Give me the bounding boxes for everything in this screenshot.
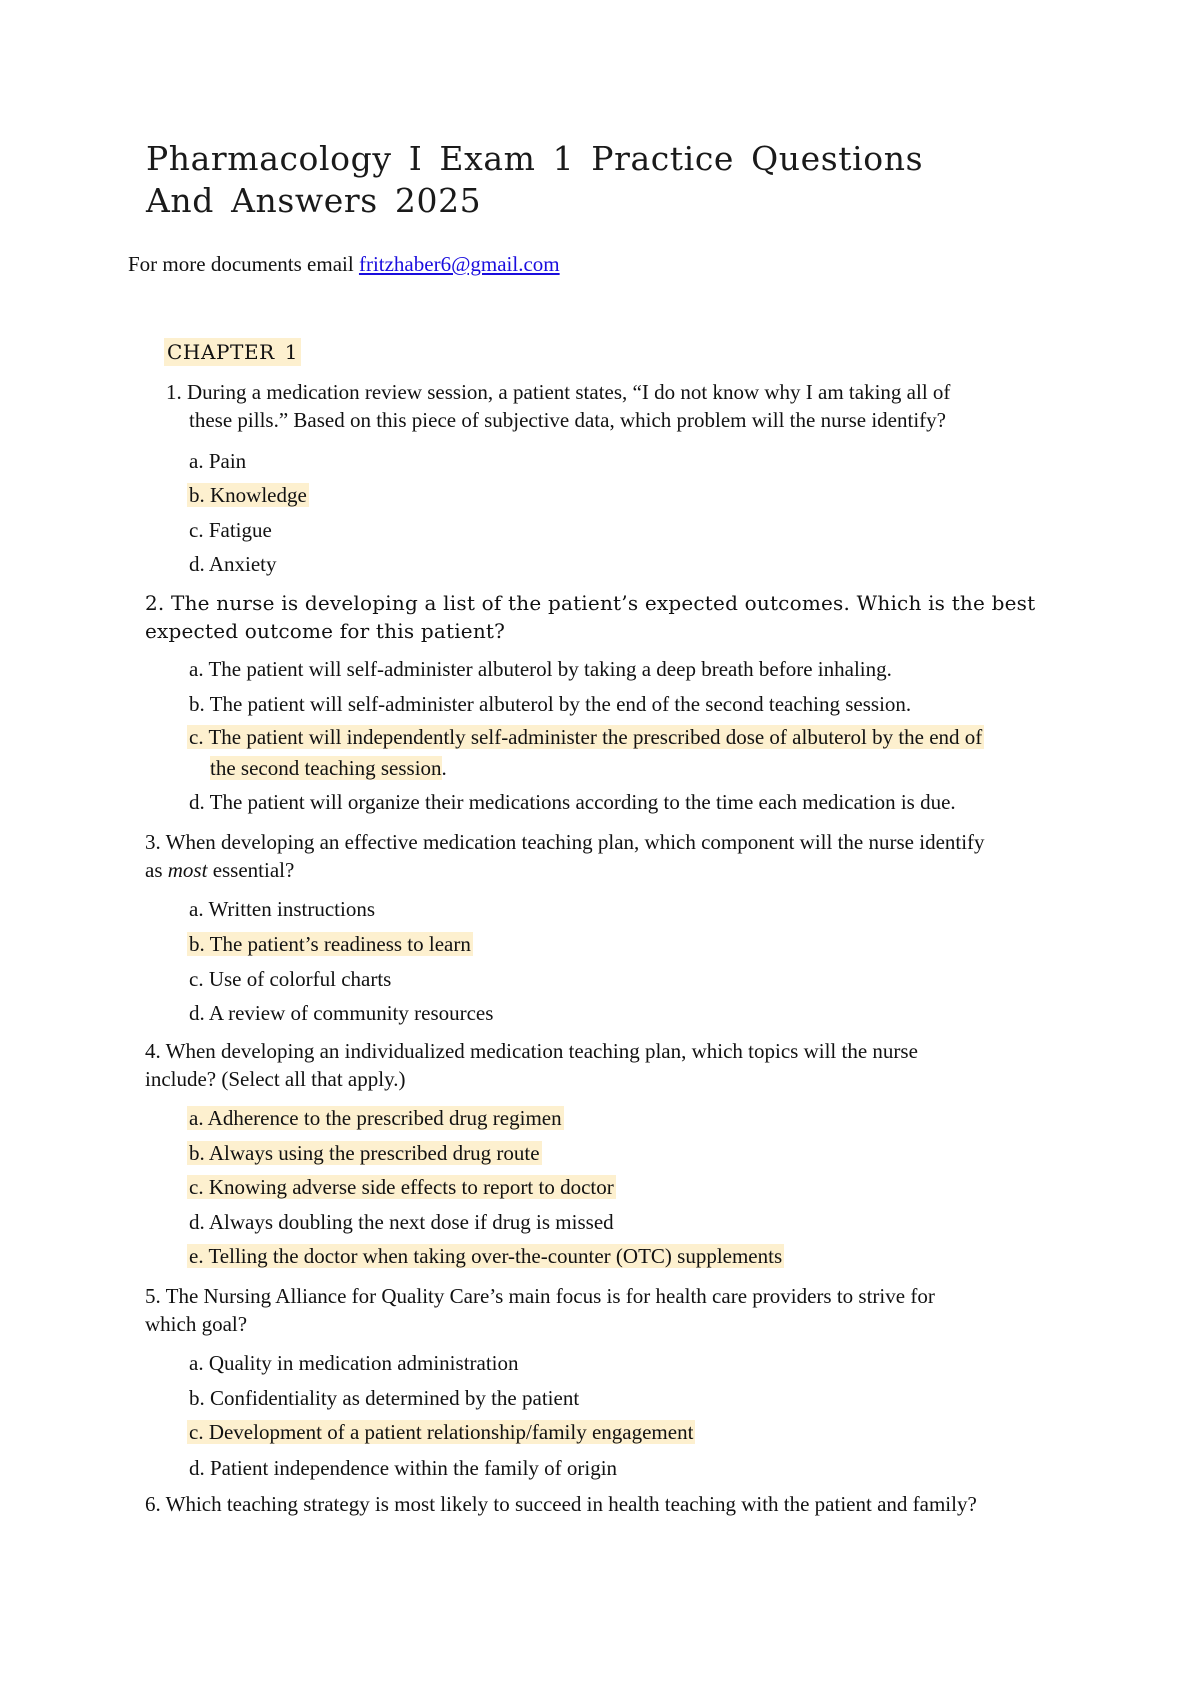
answer-option: a. The patient will self-administer albuterol by taking a deep breath before inhaling. (189, 657, 892, 681)
question-2 (145, 589, 1035, 645)
answer-option: a. Pain (189, 449, 247, 473)
answer-option-correct: b. Always using the prescribed drug route (189, 1141, 540, 1165)
question-3 (145, 828, 985, 884)
question-4-line-2: include? (Select all that apply.) (145, 1067, 406, 1091)
question-5 (145, 1282, 935, 1338)
question-3-line-1: 3. When developing an effective medication teaching plan, which component will the nurse identify (145, 830, 985, 854)
question-6 (145, 1490, 977, 1518)
question-5-line-2: which goal? (145, 1312, 248, 1336)
answer-option-correct: a. Adherence to the prescribed drug regimen (189, 1106, 562, 1130)
answer-option: a. Written instructions (189, 897, 375, 921)
answer-option-correct: c. The patient will independently self-administer the prescribed dose of albuterol by the end of (189, 725, 983, 749)
question-3-line-2: as most essential? (145, 858, 295, 882)
question-6-line-1: 6. Which teaching strategy is most likely to succeed in health teaching with the patient and family? (145, 1492, 977, 1516)
answer-option-correct: c. Knowing adverse side effects to report to doctor (189, 1175, 614, 1199)
question-1 (166, 378, 950, 434)
document-title: Pharmacology I Exam 1 Practice Questions And Answers 2025 (146, 139, 924, 220)
answer-option: d. The patient will organize their medications according to the time each medication is due. (189, 790, 956, 814)
answer-option-correct: b. The patient’s readiness to learn (189, 932, 471, 956)
question-2-line-2: expected outcome for this patient? (145, 619, 506, 643)
answer-option-correct: b. Knowledge (189, 483, 307, 507)
question-5-line-1: 5. The Nursing Alliance for Quality Care’s main focus is for health care providers to strive for (145, 1284, 935, 1308)
answer-option-continuation: the second teaching session. (210, 756, 447, 780)
chapter-heading: CHAPTER 1 (164, 338, 301, 366)
answer-option: d. Patient independence within the family of origin (189, 1456, 618, 1480)
answer-option: b. The patient will self-administer albuterol by the end of the second teaching session. (189, 692, 912, 716)
answer-option-correct: c. Development of a patient relationship/family engagement (189, 1420, 694, 1444)
contact-prefix: For more documents email (128, 252, 359, 276)
question-1-line-1: 1. During a medication review session, a patient states, “I do not know why I am taking all of (166, 380, 951, 404)
answer-option: d. Always doubling the next dose if drug is missed (189, 1210, 614, 1234)
email-link[interactable]: fritzhaber6@gmail.com (358, 252, 560, 276)
answer-option: d. A review of community resources (189, 1001, 494, 1025)
answer-option: a. Quality in medication administration (189, 1351, 519, 1375)
answer-option: c. Fatigue (189, 518, 272, 542)
question-2-line-1: 2. The nurse is developing a list of the patient’s expected outcomes. Which is the best (145, 591, 1036, 615)
question-4 (145, 1037, 918, 1093)
answer-option: d. Anxiety (189, 552, 277, 576)
question-4-line-1: 4. When developing an individualized medication teaching plan, which topics will the nurse (145, 1039, 918, 1063)
question-1-line-2: these pills.” Based on this piece of subjective data, which problem will the nurse identify? (189, 408, 946, 432)
answer-option-correct: e. Telling the doctor when taking over-the-counter (OTC) supplements (189, 1244, 783, 1268)
contact-line (128, 250, 560, 278)
answer-option: c. Use of colorful charts (189, 967, 392, 991)
answer-option: b. Confidentiality as determined by the patient (189, 1386, 580, 1410)
